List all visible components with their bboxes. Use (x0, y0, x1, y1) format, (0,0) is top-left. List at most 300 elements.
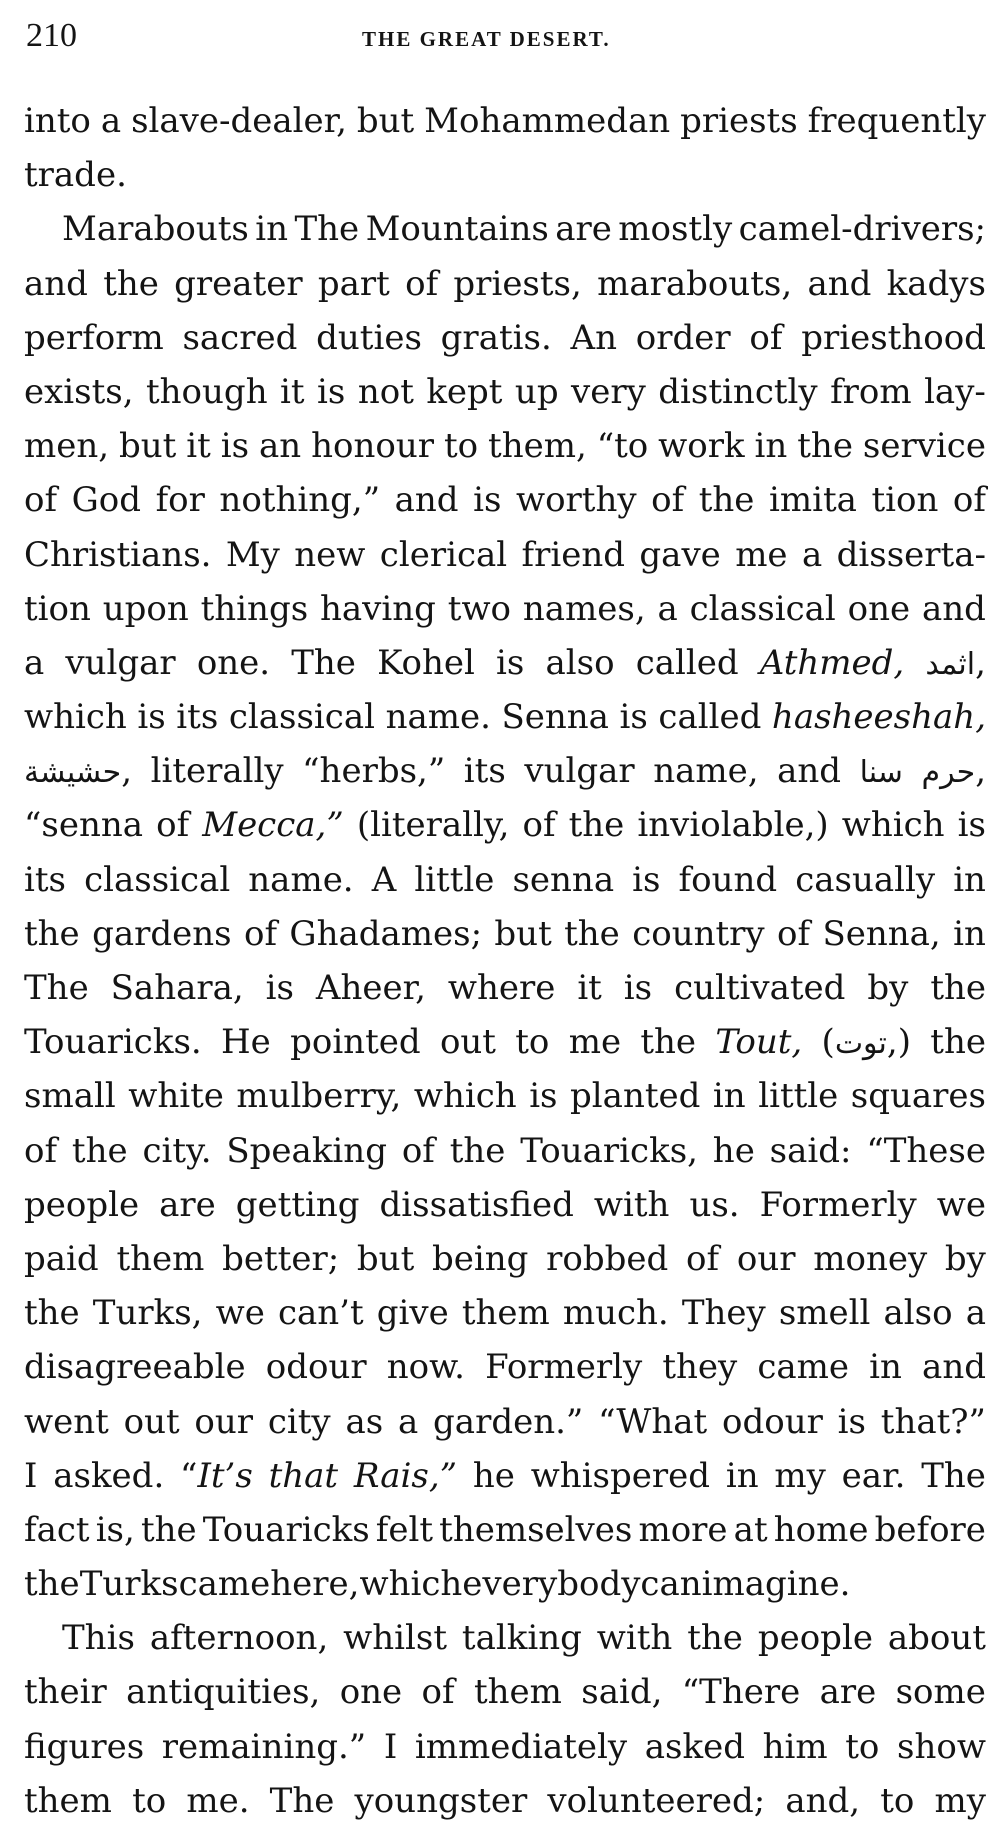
word: me (735, 534, 788, 575)
word: the (24, 1293, 80, 1334)
word: friend (521, 534, 626, 575)
word: the (103, 263, 159, 304)
text-line (24, 798, 986, 852)
text-line (24, 907, 986, 961)
word: by (867, 968, 909, 1008)
word: service (862, 426, 986, 467)
word: in (725, 1455, 759, 1496)
word: trade. (24, 155, 127, 196)
word: out (439, 1022, 496, 1063)
word: one. (196, 642, 271, 683)
word: whilst (343, 1618, 448, 1659)
word: a (24, 642, 45, 683)
word: perform (24, 317, 164, 358)
word: the (24, 1564, 80, 1605)
word: some (895, 1672, 986, 1713)
word: is (632, 859, 661, 900)
word: themselves (439, 1509, 633, 1550)
word: is, (95, 1509, 135, 1550)
word: of (156, 805, 190, 846)
word: is (837, 1401, 866, 1442)
word: immediately (414, 1726, 628, 1767)
word: it (280, 371, 305, 412)
word: The (24, 968, 89, 1008)
word: Kohel (377, 642, 475, 683)
text-line (24, 1449, 986, 1503)
word: classical (689, 588, 836, 629)
word: is (619, 697, 648, 738)
word: “What (598, 1401, 708, 1442)
word: the (564, 913, 620, 954)
word: me (568, 1022, 622, 1063)
word: classical (228, 697, 375, 738)
word: Tout, (715, 1022, 803, 1063)
word: two (447, 588, 512, 629)
word: a (657, 588, 678, 629)
paragraph-first-line (24, 202, 986, 256)
word: name. (248, 859, 354, 900)
word: as (345, 1401, 384, 1442)
word: them, (488, 426, 587, 467)
word: is (957, 805, 986, 846)
word: by (944, 1238, 986, 1279)
word: in (953, 913, 986, 954)
word: we (215, 1293, 265, 1334)
word: figures (24, 1726, 145, 1767)
word: of (243, 913, 278, 954)
word: little (414, 859, 495, 900)
word: its (463, 751, 506, 792)
word: white (128, 1076, 224, 1117)
word: the (698, 480, 755, 521)
word: give (376, 1293, 449, 1334)
word: them (116, 1238, 205, 1279)
word: in (869, 1347, 902, 1388)
word: robbed (546, 1238, 669, 1279)
word: that (268, 1455, 339, 1496)
word: the (797, 426, 853, 467)
word: This (62, 1618, 135, 1659)
word: much. (562, 1293, 669, 1334)
word: the (24, 913, 80, 954)
word: in (754, 426, 788, 467)
text-line (24, 473, 986, 527)
word: slave-dealer, (131, 101, 347, 141)
word: a (397, 1401, 419, 1442)
word: my (774, 1455, 826, 1496)
word: of (749, 317, 783, 358)
word: remaining.” (161, 1726, 367, 1767)
word: and (921, 588, 986, 629)
word: in (712, 1076, 746, 1117)
word: clerical (379, 534, 508, 575)
word: to (515, 1022, 550, 1063)
word: “There (681, 1672, 801, 1713)
word: asked (644, 1726, 745, 1767)
word: their (24, 1672, 107, 1713)
word: An (570, 317, 617, 358)
word: kept (426, 371, 503, 412)
word: Turks (79, 1564, 179, 1605)
word: Touaricks (202, 1509, 370, 1550)
word: planted (570, 1076, 701, 1117)
word: squares (850, 1076, 986, 1117)
word: the (568, 805, 625, 846)
word: is (317, 371, 346, 412)
word: with (593, 1184, 670, 1225)
word: names, (522, 588, 646, 629)
word: which (413, 1076, 517, 1117)
word: ear. (841, 1455, 906, 1496)
word: paid (24, 1238, 99, 1279)
word: (literally, (356, 805, 510, 846)
text-line (24, 1015, 986, 1069)
text-line (24, 1720, 986, 1774)
word: into (24, 101, 91, 141)
word: اثمد, (925, 642, 986, 683)
word: camel-drivers; (738, 209, 986, 250)
word: honour (311, 426, 435, 467)
word: called (635, 642, 739, 683)
word: The (921, 1455, 986, 1496)
word: our (736, 1238, 796, 1279)
word: felt (375, 1509, 434, 1550)
word: are (159, 1184, 216, 1225)
text-line (24, 1503, 986, 1557)
word: its (176, 697, 219, 738)
word: and (24, 263, 88, 304)
word: is (137, 697, 166, 738)
word: dissatisfied (379, 1184, 574, 1225)
word: worthy (515, 480, 637, 521)
word: “to (596, 426, 649, 467)
word: of (686, 1238, 720, 1279)
word: imagine. (701, 1564, 851, 1605)
word: frequently (807, 101, 986, 141)
text-line (24, 365, 986, 419)
word: distinctly (658, 371, 818, 412)
word: Senna (501, 697, 609, 738)
word: Aheer, (315, 968, 426, 1008)
word: name. (385, 697, 491, 738)
word: gratis. (440, 317, 552, 358)
word: went (24, 1401, 109, 1442)
word: the (687, 1618, 743, 1659)
word: and, (785, 1780, 861, 1821)
word: sacred (182, 317, 298, 358)
word: afternoon, (149, 1618, 329, 1659)
word: of (24, 480, 58, 521)
word: Athmed, (759, 642, 905, 683)
word: Mecca,” (202, 805, 344, 846)
word: lay- (924, 371, 986, 412)
word: the (71, 1130, 128, 1171)
word: The (294, 209, 360, 250)
word: The (291, 642, 356, 683)
text-line (24, 1340, 986, 1394)
word: work (658, 426, 745, 467)
word: inviolable,) (637, 805, 829, 846)
word: is (473, 480, 502, 521)
word: is (623, 968, 653, 1008)
word: are (555, 209, 612, 250)
text-line (24, 1557, 986, 1611)
word: is (496, 642, 525, 683)
word: of (405, 263, 439, 304)
word: classical (84, 859, 231, 900)
word: and (394, 480, 459, 521)
word: one (847, 588, 911, 629)
word: in (255, 209, 289, 250)
word: disserta- (836, 534, 986, 575)
word: with (596, 1618, 673, 1659)
word: is (529, 1076, 558, 1117)
word: and (922, 1347, 986, 1388)
word: A (371, 859, 397, 900)
word: a (965, 1293, 986, 1334)
word: about (887, 1618, 986, 1659)
running-head (26, 14, 986, 64)
word: Mohammedan (424, 101, 671, 141)
text-line (24, 1069, 986, 1123)
word: gardens (92, 913, 232, 954)
word: here, (270, 1564, 360, 1605)
word: They (681, 1293, 766, 1334)
word: at (733, 1509, 768, 1550)
word: but (356, 101, 415, 141)
word: said, (581, 1672, 663, 1713)
word: the (930, 968, 986, 1008)
word: which (841, 805, 945, 846)
word: can’t (277, 1293, 364, 1334)
word: garden.” (433, 1401, 584, 1442)
text-line (24, 148, 986, 202)
word: he (472, 1455, 515, 1496)
word: city (267, 1401, 331, 1442)
word: priests (680, 101, 798, 141)
word: Turks, (92, 1293, 203, 1334)
word: us. (689, 1184, 740, 1225)
word: “It’s (180, 1455, 253, 1496)
word: name, (653, 751, 759, 792)
word: and (777, 751, 842, 792)
word: of (401, 1130, 435, 1171)
word: to (845, 1726, 880, 1767)
word: He (221, 1022, 271, 1063)
word: The (269, 1780, 335, 1821)
text-line (24, 94, 986, 148)
word: an (259, 426, 302, 467)
word: of (24, 1130, 58, 1171)
word: my (934, 1780, 986, 1821)
word: things (200, 588, 309, 629)
word: our (194, 1401, 254, 1442)
word: home (773, 1509, 869, 1550)
word: Rais,” (353, 1455, 458, 1496)
word: to (132, 1780, 167, 1821)
word: called (658, 697, 762, 738)
word: cultivated (674, 968, 846, 1008)
text-line (24, 257, 986, 311)
body-text (24, 94, 986, 1828)
word: me. (186, 1780, 250, 1821)
word: hasheeshah, (771, 697, 986, 738)
word: casually (795, 859, 936, 900)
word: the (449, 1130, 506, 1171)
word: people (757, 1618, 873, 1659)
word: odour (265, 1347, 367, 1388)
word: I (24, 1455, 38, 1496)
word: antiquities, (126, 1672, 321, 1713)
word: Formerly (485, 1347, 643, 1388)
word: pointed (290, 1022, 421, 1063)
word: which (359, 1564, 463, 1605)
word: “senna (24, 805, 144, 846)
word: Christians. (24, 534, 212, 575)
word: in (953, 859, 986, 900)
word: but (494, 913, 552, 954)
word: Senna, (822, 913, 941, 954)
word: literally (150, 751, 284, 792)
word: mulberry, (236, 1076, 402, 1117)
word: odour (722, 1401, 823, 1442)
word: said: (769, 1130, 852, 1171)
word: of (421, 1672, 455, 1713)
word: came (757, 1347, 850, 1388)
word: from (830, 371, 912, 412)
word: them (24, 1780, 112, 1821)
word: kadys (886, 263, 986, 304)
word: Speaking (226, 1130, 387, 1171)
word: whispered (530, 1455, 711, 1496)
word: can (640, 1564, 702, 1605)
word: nothing,” (219, 480, 381, 521)
word: Marabouts (62, 209, 249, 250)
word: one (339, 1672, 403, 1713)
word: part (317, 263, 390, 304)
word: he (712, 1130, 755, 1171)
word: duties (316, 317, 422, 358)
word: its (24, 859, 66, 900)
word: out (123, 1401, 180, 1442)
word: youngster (354, 1780, 528, 1821)
text-line (24, 1665, 986, 1719)
word: where (447, 968, 556, 1008)
word: a (100, 101, 122, 141)
word: fact (24, 1509, 90, 1550)
word: they (662, 1347, 738, 1388)
word: a (801, 534, 823, 575)
word: that?” (880, 1401, 986, 1442)
word: being (431, 1238, 529, 1279)
word: greater (174, 263, 303, 304)
text-line (24, 1286, 986, 1340)
word: volunteered; (547, 1780, 766, 1821)
text-line (24, 853, 986, 907)
word: I (383, 1726, 398, 1767)
text-line (24, 528, 986, 582)
word: but (356, 1238, 415, 1279)
word: Touaricks, (520, 1130, 698, 1171)
text-line (24, 311, 986, 365)
word: tion (871, 480, 939, 521)
word: show (897, 1726, 986, 1767)
word: getting (235, 1184, 360, 1225)
word: “These (866, 1130, 986, 1171)
word: it (577, 968, 602, 1008)
word: the (640, 1022, 697, 1063)
word: حرم, (921, 751, 986, 792)
word: priesthood (801, 317, 986, 358)
text-line (24, 1232, 986, 1286)
text-line (24, 690, 986, 744)
text-line (24, 1124, 986, 1178)
word: the (930, 1022, 986, 1063)
word: is (265, 968, 294, 1008)
paragraph-first-line (24, 1611, 986, 1665)
word: people (24, 1184, 140, 1225)
text-line (24, 636, 986, 690)
word: exists, (24, 371, 134, 412)
text-line (24, 419, 986, 473)
word: to (880, 1780, 915, 1821)
word: we (936, 1184, 986, 1225)
word: of (777, 913, 811, 954)
word: Mountains (365, 209, 549, 250)
word: talking (461, 1618, 582, 1659)
word: money (813, 1238, 928, 1279)
text-line (24, 1395, 986, 1449)
word: having (320, 588, 436, 629)
word: came (178, 1564, 271, 1605)
word: to (443, 426, 479, 467)
word: very (571, 371, 646, 412)
word: better; (222, 1238, 340, 1279)
word: also (883, 1293, 953, 1334)
word: them (473, 1672, 562, 1713)
word: حشيشة, (24, 751, 133, 792)
word: tion (24, 588, 91, 629)
text-line (24, 582, 986, 636)
word: upon (102, 588, 189, 629)
word: but (119, 426, 177, 467)
word: (توت,) (821, 1022, 911, 1063)
word: vulgar (65, 642, 176, 683)
word: is (220, 426, 250, 467)
word: country (632, 913, 765, 954)
word: found (678, 859, 778, 900)
word: are (819, 1672, 877, 1713)
word: him (762, 1726, 828, 1767)
word: though (146, 371, 268, 412)
word: imita (768, 480, 857, 521)
word: it (186, 426, 211, 467)
word: “herbs,” (302, 751, 446, 792)
word: Ghadames; (289, 913, 483, 954)
word: and (807, 263, 872, 304)
word: Touaricks. (24, 1022, 202, 1063)
word: everybody (462, 1564, 641, 1605)
word: also (545, 642, 615, 683)
word: My (225, 534, 280, 575)
word: of (651, 480, 685, 521)
word: vulgar (524, 751, 635, 792)
word: which (24, 697, 127, 738)
word: the (140, 1509, 197, 1550)
text-line (24, 1774, 986, 1828)
word: before (874, 1509, 986, 1550)
text-line (24, 961, 986, 1015)
